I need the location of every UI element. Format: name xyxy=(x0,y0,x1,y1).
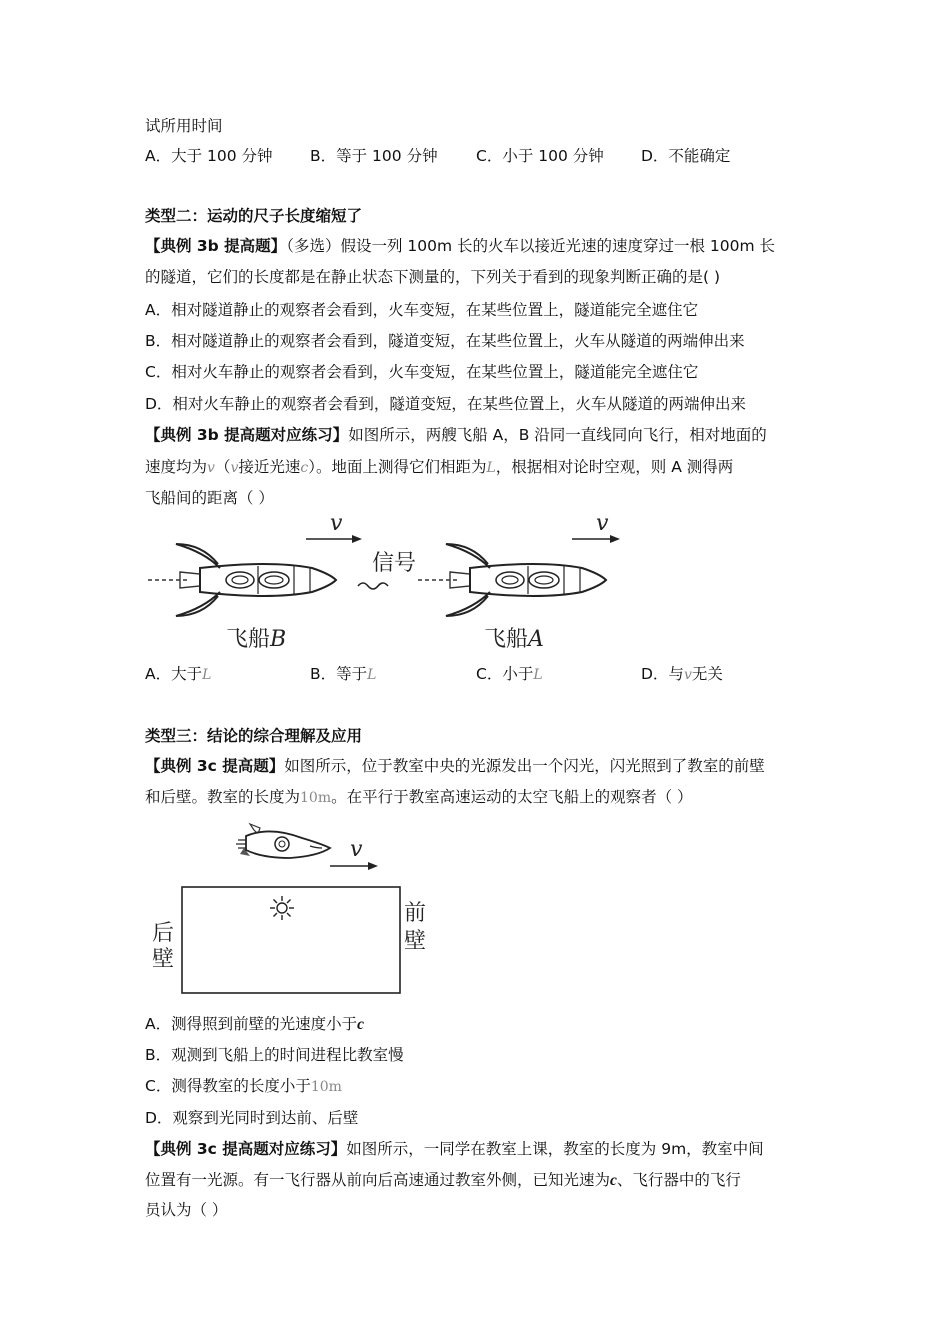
ship-a-label: 飞船A xyxy=(484,627,544,652)
text-segment: 速度均为 xyxy=(145,458,208,476)
back-wall-label-2: 壁 xyxy=(152,947,175,972)
ex3b-practice-option-d: D．与v无关 xyxy=(641,665,723,683)
signal-label: 信号 xyxy=(372,551,417,576)
ex3c-practice-tag: 【典例 3c 提高题对应练习】 xyxy=(145,1140,347,1158)
ex3c-tag: 【典例 3c 提高题】 xyxy=(145,757,285,775)
ex3b-text1: （多选）假设一列 100m 长的火车以接近光速的速度穿过一根 100m 长 xyxy=(286,237,776,255)
arrowhead-icon xyxy=(610,535,620,543)
ex3c-option-a: A．测得照到前壁的光速度小于c xyxy=(145,1015,364,1033)
ex3b-option-a: A．相对隧道静止的观察者会看到，火车变短，在某些位置上，隧道能完全遮住它 xyxy=(145,301,699,319)
text-segment: ）。地面上测得它们相距为 xyxy=(308,458,487,476)
text-segment: ，根据相对论时空观，则 A 测得两 xyxy=(495,458,734,476)
ex3c-practice-line3: 员认为（ ） xyxy=(145,1201,228,1219)
text-segment: 接近光速 xyxy=(238,458,301,476)
prev-option-b: B．等于 100 分钟 xyxy=(310,147,438,165)
type3-heading: 类型三：结论的综合理解及应用 xyxy=(145,727,363,745)
front-wall-label-1: 前 xyxy=(404,901,427,926)
rocket-a-icon xyxy=(418,544,606,616)
math-v: v xyxy=(207,460,215,476)
ex3b-option-d: D．相对火车静止的观察者会看到，隧道变短，在某些位置上，火车从隧道的两端伸出来 xyxy=(145,395,746,413)
classroom-figure xyxy=(150,820,440,1000)
ex3b-option-c: C．相对火车静止的观察者会看到，火车变短，在某些位置上，隧道能完全遮住它 xyxy=(145,363,699,381)
ex3b-practice-option-a: A．大于L xyxy=(145,665,212,683)
ex3b-practice-line1 xyxy=(145,425,767,445)
spaceship-icon xyxy=(236,824,330,858)
ex3c-text1: 如图所示，位于教室中央的光源发出一个闪光，闪光照到了教室的前壁 xyxy=(284,757,765,775)
ex3b-practice-option-b: B．等于L xyxy=(310,665,377,683)
ex3b-tag: 【典例 3b 提高题】 xyxy=(145,237,287,255)
text-segment: （ xyxy=(214,458,231,476)
math-l: L xyxy=(486,460,496,476)
light-source-icon xyxy=(270,896,294,920)
math-v: v xyxy=(230,460,239,476)
front-wall-label-2: 壁 xyxy=(404,929,427,954)
ex3c-option-d: D．观察到光同时到达前、后壁 xyxy=(145,1109,359,1127)
classroom-rectangle xyxy=(182,887,400,993)
ex3c-option-c: C．测得教室的长度小于10m xyxy=(145,1077,342,1095)
arrowhead-icon xyxy=(352,535,362,543)
ex3b-practice-option-c: C．小于L xyxy=(476,665,543,683)
type2-heading: 类型二：运动的尺子长度缩短了 xyxy=(145,207,363,225)
v-label-left: v xyxy=(330,511,343,536)
prev-option-d: D．不能确定 xyxy=(641,147,731,165)
prev-option-a: A．大于 100 分钟 xyxy=(145,147,273,165)
arrowhead-icon xyxy=(368,862,378,870)
ex3b-option-b: B．相对隧道静止的观察者会看到，隧道变短，在某些位置上，火车从隧道的两端伸出来 xyxy=(145,332,745,350)
ex3c-practice-line1: 【典例 3c 提高题对应练习】如图所示，一同学在教室上课，教室的长度为 9m，教室中间 xyxy=(145,1140,764,1158)
rocket-b-icon xyxy=(148,544,336,616)
v-label-right: v xyxy=(596,511,609,536)
ex3b-line2: 的隧道，它们的长度都是在静止状态下测量的，下列关于看到的现象判断正确的是( ) xyxy=(145,268,721,286)
ex3b-practice-line3: 飞船间的距离（ ） xyxy=(145,489,274,507)
ex3b-line1 xyxy=(145,236,775,256)
ex3b-practice-text1: 如图所示，两艘飞船 A，B 沿同一直线同向飞行，相对地面的 xyxy=(348,426,767,444)
ex3c-option-b: B．观测到飞船上的时间进程比教室慢 xyxy=(145,1046,404,1064)
ex3c-line2: 和后壁。教室的长度为10m。在平行于教室高速运动的太空飞船上的观察者（ ） xyxy=(145,788,693,806)
prev-question-tail: 试所用时间 xyxy=(145,117,223,135)
back-wall-label-1: 后 xyxy=(152,921,175,946)
ex3c-practice-line2: 位置有一光源。有一飞行器从前向后高速通过教室外侧，已知光速为c、飞行器中的飞行 xyxy=(145,1171,741,1189)
ex3b-practice-tag: 【典例 3b 提高题对应练习】 xyxy=(145,426,349,444)
rocket-figure xyxy=(140,508,620,658)
ship-b-label: 飞船B xyxy=(226,627,287,652)
signal-wave-icon xyxy=(358,583,388,589)
ex3c-line1 xyxy=(145,756,765,776)
math-c: c xyxy=(300,460,309,476)
classroom-v-label: v xyxy=(350,837,363,862)
prev-option-c: C．小于 100 分钟 xyxy=(476,147,604,165)
ex3b-practice-line2 xyxy=(145,457,733,478)
